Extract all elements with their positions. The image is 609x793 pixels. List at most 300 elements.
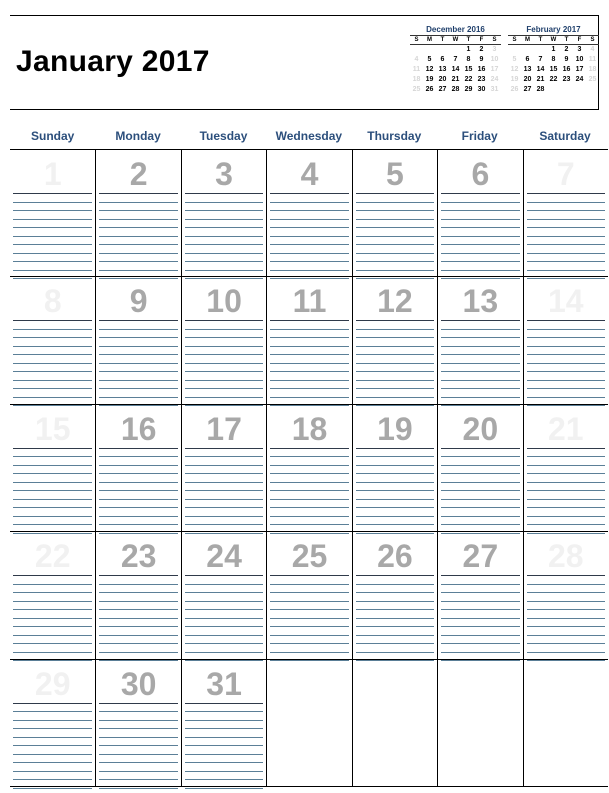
writing-line [99,261,177,262]
writing-line [270,524,348,525]
mini-day: 9 [564,56,569,63]
mini-day: 22 [549,76,558,83]
writing-lines [185,575,263,658]
writing-line [13,779,92,780]
writing-line [99,388,177,389]
writing-line [270,329,348,330]
writing-line [185,193,263,194]
day-cell [523,276,608,403]
mini-day: 25 [588,76,597,83]
writing-line [185,473,263,474]
day-number: 15 [34,410,71,447]
day-number: 10 [206,283,242,320]
mini-day: 9 [479,56,484,63]
writing-line [99,448,177,449]
writing-line [13,788,92,789]
weekday-header-tuesday: Tuesday [199,129,248,143]
writing-line [527,227,605,228]
day-cell [181,149,266,276]
writing-line [13,711,92,712]
writing-lines [356,193,434,276]
writing-line [99,363,177,364]
writing-line [13,652,92,653]
mini-day: 15 [549,66,558,73]
writing-line [527,473,605,474]
writing-line [185,448,263,449]
mini-week-row [410,55,501,65]
writing-line [185,524,263,525]
writing-line [356,635,434,636]
writing-line [13,337,92,338]
writing-line [13,219,92,220]
day-number: 7 [556,156,575,192]
writing-lines [185,448,263,531]
mini-day: 23 [477,76,486,83]
writing-lines [356,320,434,403]
writing-line [527,618,605,619]
day-cell [352,149,437,276]
writing-lines [356,448,434,531]
writing-line [99,337,177,338]
writing-line [527,524,605,525]
writing-line [13,448,92,449]
writing-line [441,227,519,228]
day-cell [266,531,351,658]
writing-line [441,388,519,389]
day-number: 27 [462,538,499,575]
mini-day: 3 [577,46,582,53]
mini-day: 24 [490,76,499,83]
writing-line [185,771,263,772]
writing-line [99,609,177,610]
mini-day [410,45,423,55]
day-cell [352,659,437,786]
writing-line [185,754,263,755]
writing-line [99,371,177,372]
mini-week-row [508,75,599,85]
writing-line [356,626,434,627]
writing-line [527,261,605,262]
writing-line [270,346,348,347]
writing-line [99,482,177,483]
day-cell [523,659,608,786]
writing-line [356,202,434,203]
writing-line [13,227,92,228]
writing-line [99,202,177,203]
writing-lines [13,448,92,531]
writing-line [527,380,605,381]
mini-weekday-letter: M [525,37,530,43]
writing-line [99,745,177,746]
writing-line [356,473,434,474]
writing-line [356,227,434,228]
mini-week-row [508,45,599,55]
writing-line [270,261,348,262]
mini-weekday-letter: S [414,37,419,43]
day-number: 3 [215,156,233,192]
writing-line [441,371,519,372]
writing-line [527,346,605,347]
mini-day [449,45,462,55]
day-number: 4 [300,156,319,192]
writing-line [185,626,263,627]
mini-weekday-letter: T [538,37,543,43]
writing-lines [270,193,348,276]
mini-day: 12 [425,66,434,73]
mini-day: 3 [492,46,497,53]
writing-line [441,592,519,593]
writing-line [99,397,177,398]
writing-line [356,465,434,466]
day-number: 14 [547,283,584,320]
writing-line [527,592,605,593]
day-cell [437,404,522,531]
writing-line [441,329,519,330]
mini-calendar-days [410,45,501,95]
writing-line [270,482,348,483]
writing-line [270,601,348,602]
writing-line [441,482,519,483]
mini-day: 13 [438,66,447,73]
mini-day [508,45,521,55]
mini-day: 25 [412,86,421,93]
day-number: 8 [43,283,62,320]
weekday-header-friday: Friday [461,129,498,143]
writing-line [270,516,348,517]
writing-line [13,524,92,525]
writing-line [99,253,177,254]
writing-line [13,329,92,330]
writing-line [185,507,263,508]
writing-line [13,737,92,738]
writing-lines [13,193,92,276]
writing-line [99,771,177,772]
mini-weekday-letter: F [479,37,484,43]
writing-line [99,380,177,381]
writing-line [185,728,263,729]
mini-weekday-letter: W [452,37,459,43]
writing-line [270,253,348,254]
day-number: 13 [462,283,499,320]
writing-line [527,516,605,517]
writing-line [13,236,92,237]
mini-day: 10 [575,56,584,63]
writing-line [356,219,434,220]
writing-line [13,380,92,381]
writing-line [99,524,177,525]
day-cell [181,404,266,531]
writing-line [527,202,605,203]
writing-line [270,244,348,245]
writing-line [441,253,519,254]
mini-day: 6 [440,56,445,63]
mini-day: 24 [575,76,584,83]
writing-line [270,210,348,211]
writing-line [441,490,519,491]
writing-line [527,371,605,372]
writing-line [527,270,605,271]
writing-line [99,720,177,721]
writing-line [527,253,605,254]
writing-lines [527,320,605,403]
mini-day: 27 [523,86,532,93]
writing-line [270,473,348,474]
day-number: 31 [206,665,242,702]
writing-line [13,371,92,372]
writing-line [185,575,263,576]
writing-line [99,703,177,704]
mini-day: 11 [412,66,421,73]
writing-line [13,754,92,755]
writing-line [13,618,92,619]
writing-line [270,499,348,500]
writing-line [270,456,348,457]
mini-day: 8 [466,56,471,63]
day-number: 18 [291,410,328,447]
writing-line [527,643,605,644]
writing-line [270,363,348,364]
day-number: 17 [206,410,242,447]
writing-line [185,499,263,500]
writing-line [527,448,605,449]
day-cell [352,531,437,658]
writing-lines [527,193,605,276]
writing-line [185,388,263,389]
writing-line [185,711,263,712]
writing-line [441,397,519,398]
writing-line [270,219,348,220]
mini-weekday-letter: S [492,37,497,43]
day-number: 11 [292,283,327,320]
writing-line [99,779,177,780]
writing-line [13,771,92,772]
writing-line [99,320,177,321]
weekday-header-monday: Monday [115,129,161,143]
writing-lines [99,575,177,658]
writing-line [185,371,263,372]
mini-day: 17 [490,66,499,73]
day-number: 5 [386,156,404,192]
writing-line [441,193,519,194]
writing-line [99,473,177,474]
mini-day: 4 [590,46,595,53]
writing-line [356,618,434,619]
writing-line [356,643,434,644]
writing-line [185,490,263,491]
writing-line [441,363,519,364]
mini-week-row [508,55,599,65]
writing-line [185,720,263,721]
writing-line [185,320,263,321]
writing-line [185,363,263,364]
mini-day: 21 [451,76,460,83]
writing-line [99,193,177,194]
writing-line [356,524,434,525]
writing-line [356,371,434,372]
writing-lines [441,575,519,658]
writing-line [99,618,177,619]
writing-lines [356,575,434,658]
writing-line [441,524,519,525]
writing-line [356,244,434,245]
mini-day: 16 [562,66,571,73]
writing-line [99,329,177,330]
writing-line [99,456,177,457]
mini-weekday-letter: W [550,37,557,43]
writing-line [356,380,434,381]
day-cell [95,659,180,786]
writing-line [441,210,519,211]
writing-line [356,397,434,398]
writing-line [185,397,263,398]
writing-line [270,575,348,576]
day-cell [266,659,351,786]
writing-line [441,652,519,653]
writing-line [99,346,177,347]
mini-weekday-letter: S [512,37,517,43]
mini-weekday-letter: F [577,37,582,43]
writing-line [270,584,348,585]
mini-calendar-title: February 2017 [526,25,581,34]
writing-line [441,346,519,347]
writing-line [99,762,177,763]
day-cell [181,659,266,786]
writing-line [356,329,434,330]
writing-line [185,210,263,211]
writing-line [13,210,92,211]
writing-line [441,575,519,576]
day-cell [352,404,437,531]
writing-line [185,643,263,644]
mini-day: 10 [490,56,499,63]
writing-lines [185,193,263,276]
writing-line [270,448,348,449]
writing-line [527,652,605,653]
writing-line [441,236,519,237]
day-cell [95,531,180,658]
mini-day: 22 [464,76,473,83]
writing-line [441,618,519,619]
writing-line [356,320,434,321]
writing-line [270,236,348,237]
writing-line [13,253,92,254]
writing-line [270,652,348,653]
writing-line [13,720,92,721]
day-cell [181,531,266,658]
writing-line [99,244,177,245]
writing-line [356,609,434,610]
mini-day: 1 [466,46,471,53]
writing-line [185,236,263,237]
writing-line [185,618,263,619]
writing-line [270,643,348,644]
writing-line [13,244,92,245]
writing-line [13,745,92,746]
writing-line [441,354,519,355]
mini-day: 12 [510,66,519,73]
writing-line [13,193,92,194]
writing-line [270,270,348,271]
writing-line [99,465,177,466]
writing-line [185,380,263,381]
mini-day: 17 [575,66,584,73]
writing-line [185,703,263,704]
mini-day: 19 [425,76,434,83]
mini-day: 8 [551,56,556,63]
writing-line [99,219,177,220]
day-cell [10,659,95,786]
writing-line [356,270,434,271]
day-number: 1 [43,156,62,192]
day-number: 6 [471,156,490,192]
writing-line [185,202,263,203]
writing-line [527,388,605,389]
mini-day: 15 [464,66,473,73]
writing-line [99,754,177,755]
mini-day [436,45,449,55]
day-number: 29 [34,665,71,702]
writing-lines [13,320,92,403]
day-cell [352,276,437,403]
writing-line [13,261,92,262]
writing-line [270,227,348,228]
writing-line [185,609,263,610]
writing-line [356,592,434,593]
writing-lines [270,320,348,403]
header-top-rule [10,15,599,16]
day-cell [437,276,522,403]
day-number: 23 [120,538,157,575]
mini-day: 2 [564,46,569,53]
writing-line [270,618,348,619]
writing-line [356,346,434,347]
writing-line [99,788,177,789]
mini-day: 23 [562,76,571,83]
writing-line [185,227,263,228]
writing-line [527,456,605,457]
day-cell [523,531,608,658]
writing-lines [13,575,92,658]
writing-line [356,210,434,211]
mini-weekday-letter: S [590,37,595,43]
writing-line [99,643,177,644]
writing-line [185,270,263,271]
writing-line [185,219,263,220]
mini-weekday-letter: T [440,37,445,43]
writing-line [441,601,519,602]
writing-line [13,575,92,576]
writing-lines [441,320,519,403]
writing-line [356,363,434,364]
mini-day: 16 [477,66,486,73]
writing-line [13,202,92,203]
writing-line [99,227,177,228]
writing-lines [527,448,605,531]
day-cell [10,149,95,276]
writing-line [185,354,263,355]
day-cell [10,404,95,531]
mini-day: 18 [412,76,421,83]
writing-line [13,270,92,271]
writing-line [185,745,263,746]
writing-lines [441,448,519,531]
writing-line [441,456,519,457]
writing-line [99,270,177,271]
mini-day: 27 [438,86,447,93]
day-cell [181,276,266,403]
writing-line [441,448,519,449]
writing-line [99,499,177,500]
